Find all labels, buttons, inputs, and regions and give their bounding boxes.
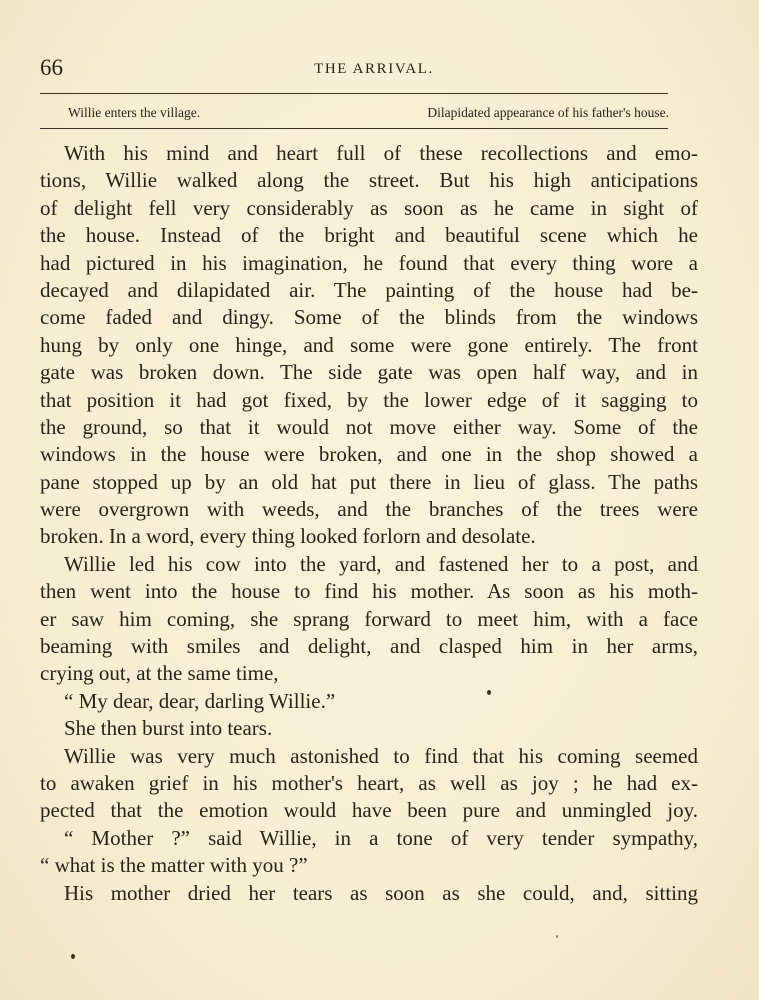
- text-line: of delight fell very considerably as soon as he came in sight of: [40, 195, 698, 220]
- page-header: [40, 55, 708, 85]
- text-line: “ what is the matter with you ?”: [40, 853, 308, 878]
- text-line: “ My dear, dear, darling Willie.”: [64, 688, 336, 713]
- ink-speck: [487, 690, 491, 695]
- text-line: beaming with smiles and delight, and clasped him in her arms,: [40, 634, 698, 659]
- header-rule-top: [40, 93, 668, 94]
- text-line: then went into the house to find his mother. As soon as his moth-: [40, 579, 698, 604]
- text-line: hung by only one hinge, and some were gone entirely. The front: [40, 332, 698, 357]
- body-text: [40, 140, 698, 907]
- text-line: With his mind and heart full of these recollections and emo-: [64, 141, 698, 165]
- header-rule-bottom: [40, 128, 668, 129]
- summary-left: Willie enters the village.: [68, 105, 201, 120]
- text-line: “ Mother ?” said Willie, in a tone of very tender sympathy,: [64, 825, 698, 850]
- text-line: er saw him coming, she sprang forward to meet him, with a face: [40, 606, 698, 631]
- summary-right: Dilapidated appearance of his father's house.: [427, 105, 669, 120]
- text-line: She then burst into tears.: [64, 716, 273, 741]
- text-line: tions, Willie walked along the street. But his high anticipations: [40, 168, 698, 193]
- text-line: come faded and dingy. Some of the blinds from the windows: [40, 305, 698, 330]
- text-line: His mother dried her tears as soon as she could, and, sitting: [64, 880, 698, 905]
- text-line: pane stopped up by an old hat put there in lieu of glass. The paths: [40, 469, 698, 494]
- text-line: the house. Instead of the bright and beautiful scene which he: [40, 223, 698, 248]
- text-line: gate was broken down. The side gate was open half way, and in: [40, 360, 698, 385]
- text-line: had pictured in his imagination, he found that every thing wore a: [40, 250, 698, 275]
- running-title: THE ARRIVAL.: [314, 61, 434, 77]
- text-line: to awaken grief in his mother's heart, as well as joy ; he had ex-: [40, 770, 698, 795]
- text-line: were overgrown with weeds, and the branches of the trees were: [40, 497, 698, 522]
- text-line: Willie was very much astonished to find that his coming seemed: [64, 743, 698, 768]
- ink-speck: [71, 954, 75, 959]
- text-line: that position it had got fixed, by the lower edge of it sagging to: [40, 387, 698, 412]
- text-line: pected that the emotion would have been pure and unmingled joy.: [40, 798, 698, 823]
- text-line: Willie led his cow into the yard, and fastened her to a post, and: [64, 551, 698, 576]
- text-line: windows in the house were broken, and one in the shop showed a: [40, 442, 698, 467]
- text-line: decayed and dilapidated air. The painting of the house had be-: [40, 277, 698, 302]
- text-line: the ground, so that it would not move either way. Some of the: [40, 414, 698, 439]
- page-number: 66: [40, 55, 63, 80]
- text-line: broken. In a word, every thing looked forlorn and desolate.: [40, 524, 536, 549]
- text-line: crying out, at the same time,: [40, 661, 279, 686]
- ink-speck: [556, 935, 558, 938]
